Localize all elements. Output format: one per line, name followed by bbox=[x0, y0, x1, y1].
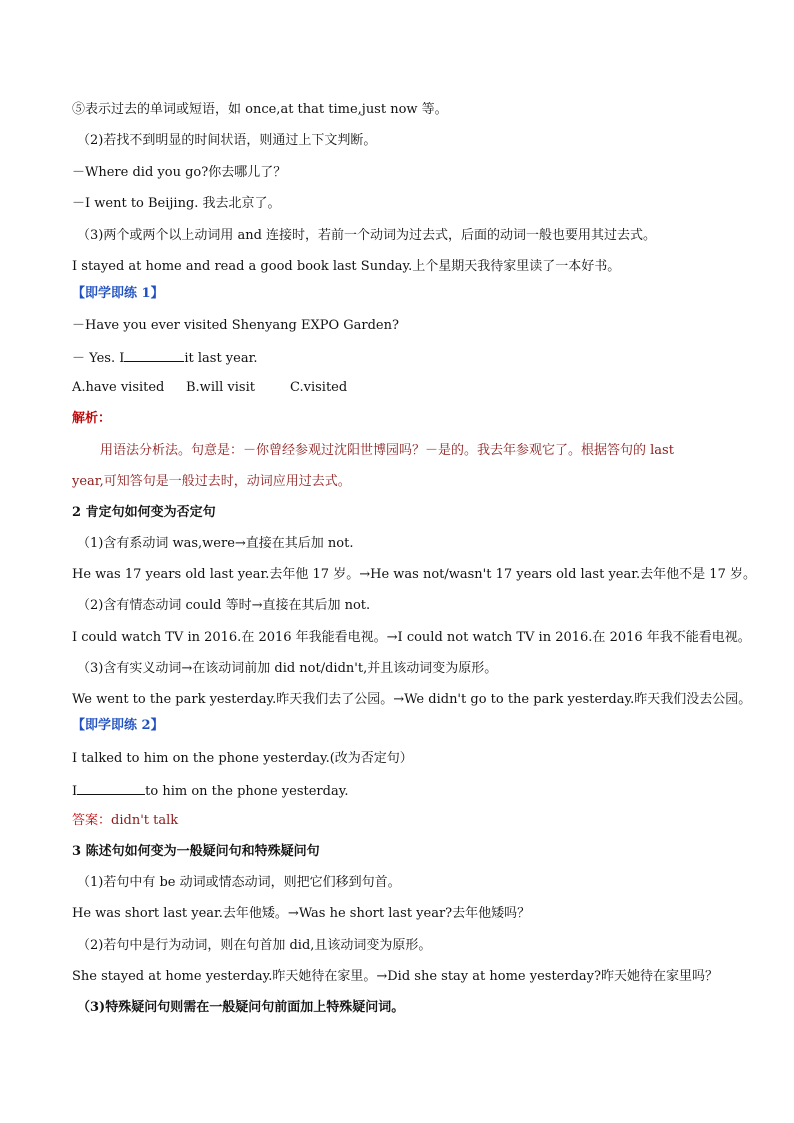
question-prefix: － Yes. I bbox=[72, 351, 125, 366]
question-suffix: it last year. bbox=[184, 351, 258, 366]
text-line: －I went to Beijing. 我去北京了。 bbox=[72, 196, 281, 211]
rule-line: （2)含有情态动词 could 等时→直接在其后加 not. bbox=[77, 598, 371, 613]
option-b: B.will visit bbox=[186, 380, 255, 395]
rule-line: （1)若句中有 be 动词或情态动词，则把它们移到句首。 bbox=[77, 875, 401, 890]
option-c: C.visited bbox=[290, 380, 348, 395]
option-a: A.have visited bbox=[72, 380, 165, 395]
text-line: I stayed at home and read a good book last Sunday.上个星期天我待家里读了一本好书。 bbox=[72, 259, 621, 274]
text-line: （2)若找不到明显的时间状语，则通过上下文判断。 bbox=[77, 133, 377, 148]
text-line: （3)两个或两个以上动词用 and 连接时，若前一个动词为过去式，后面的动词一般也要用其过去式。 bbox=[77, 228, 657, 243]
question-suffix: to him on the phone yesterday. bbox=[145, 784, 349, 799]
text-line: ⑤表示过去的单词或短语，如 once,at that time,just now 等。 bbox=[72, 102, 448, 117]
answer-text: didn't talk bbox=[111, 813, 179, 828]
example-line: He was short last year.去年他矮。→Was he short last year?去年他矮吗？ bbox=[72, 906, 531, 921]
example-line: We went to the park yesterday.昨天我们去了公园。→We didn't go to the park yesterday.昨天我们没去公园。 bbox=[72, 692, 752, 707]
analysis-text: year,可知答句是一般过去时，动词应用过去式。 bbox=[72, 474, 351, 489]
answer-blank bbox=[77, 782, 145, 795]
rule-line: （3)含有实义动词→在该动词前加 did not/didn't,并且该动词变为原形。 bbox=[77, 661, 498, 676]
text-line: －Where did you go?你去哪儿了？ bbox=[72, 165, 287, 180]
question-line bbox=[72, 349, 258, 367]
question-line: －Have you ever visited Shenyang EXPO Garden? bbox=[72, 318, 399, 333]
question-line: I talked to him on the phone yesterday.(改为否定句） bbox=[72, 751, 413, 766]
rule-line: （3)特殊疑问句则需在一般疑问句前面加上特殊疑问词。 bbox=[77, 1000, 405, 1015]
example-line: He was 17 years old last year.去年他 17 岁。→He was not/wasn't 17 years old last year.去年他不是 17 岁。 bbox=[72, 567, 756, 582]
question-line bbox=[72, 782, 348, 800]
analysis-text: 用语法分析法。句意是：－你曾经参观过沈阳世博园吗？－是的。我去年参观它了。根据答句的 last bbox=[100, 443, 674, 458]
answer-line bbox=[72, 813, 178, 829]
analysis-label: 解析： bbox=[72, 411, 112, 426]
practice-title: 【即学即练 2】 bbox=[72, 718, 164, 733]
section-title: 3 陈述句如何变为一般疑问句和特殊疑问句 bbox=[72, 844, 320, 859]
rule-line: （2)若句中是行为动词，则在句首加 did,且该动词变为原形。 bbox=[77, 938, 432, 953]
answer-label: 答案： bbox=[72, 813, 112, 828]
example-line: I could watch TV in 2016.在 2016 年我能看电视。→I could not watch TV in 2016.在 2016 年我不能看电视。 bbox=[72, 630, 751, 645]
practice-title: 【即学即练 1】 bbox=[72, 286, 164, 301]
answer-blank bbox=[124, 349, 184, 362]
section-title: 2 肯定句如何变为否定句 bbox=[72, 505, 216, 520]
example-line: She stayed at home yesterday.昨天她待在家里。→Did she stay at home yesterday?昨天她待在家里吗？ bbox=[72, 969, 718, 984]
rule-line: （1)含有系动词 was,were→直接在其后加 not. bbox=[77, 536, 354, 551]
question-prefix: I bbox=[72, 784, 78, 799]
